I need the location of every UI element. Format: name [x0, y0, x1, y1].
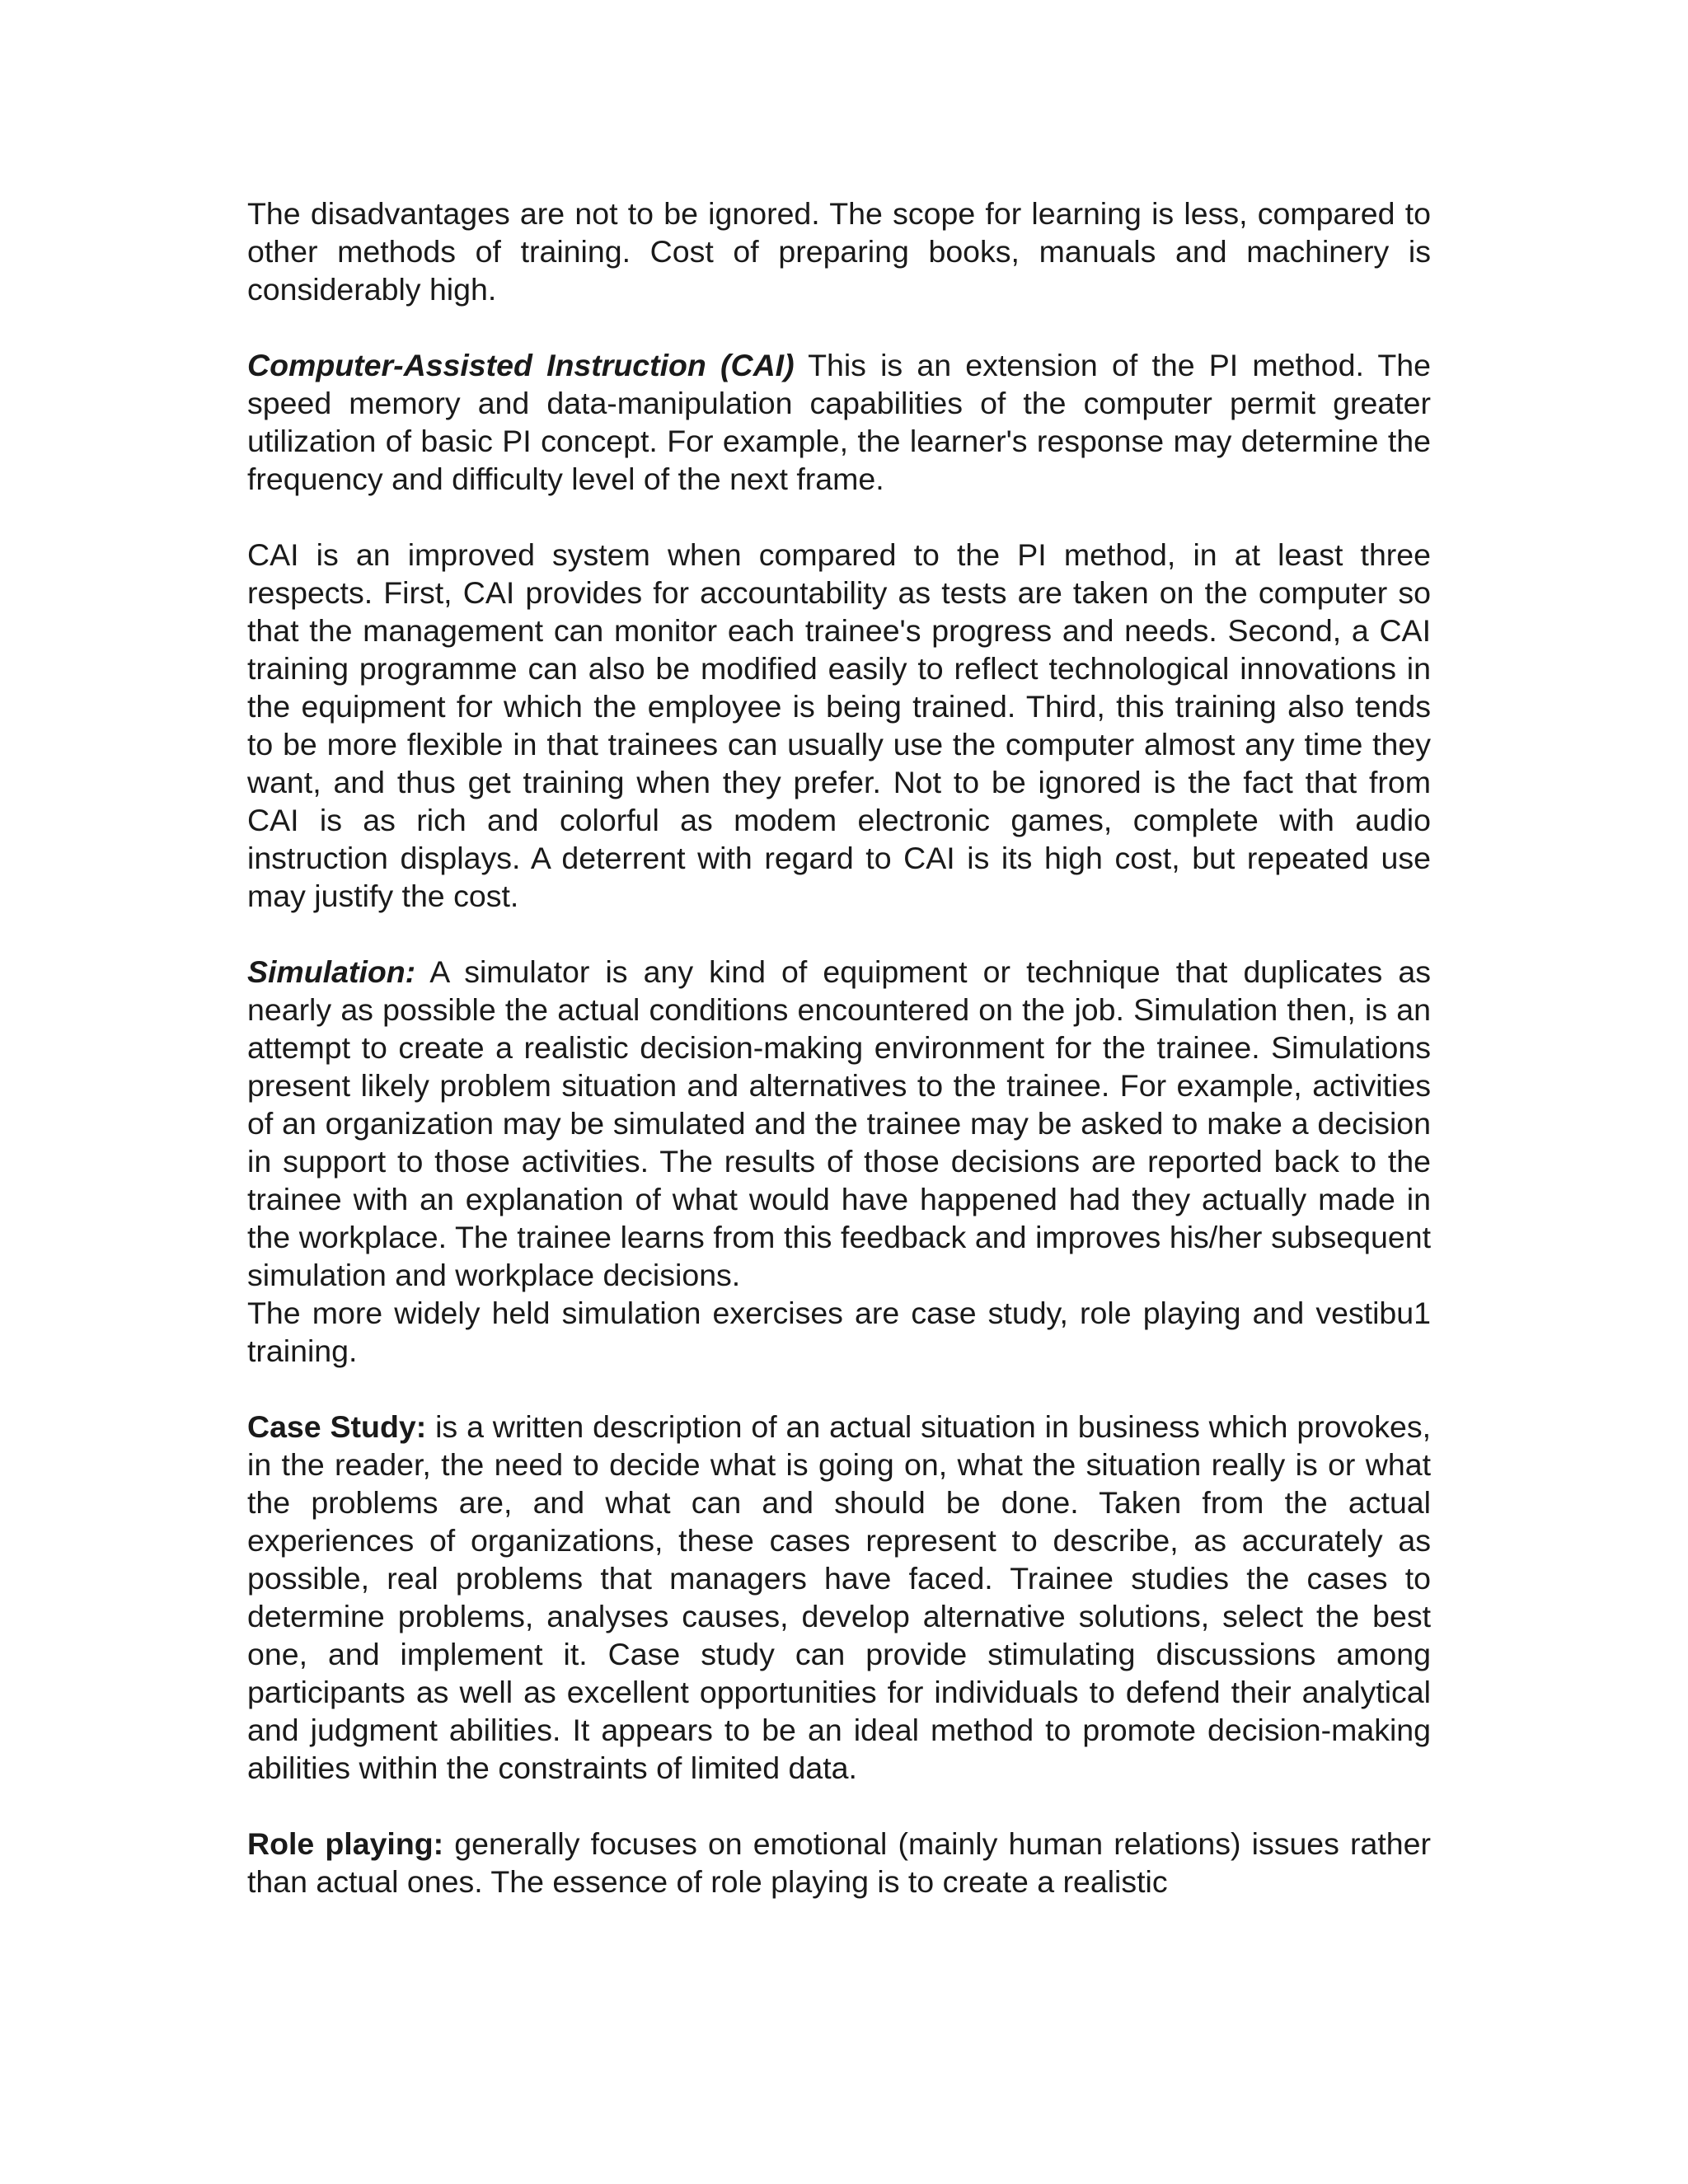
heading-cai: Computer-Assisted Instruction (CAI) — [247, 348, 795, 382]
heading-case-study: Case Study: — [247, 1409, 427, 1444]
paragraph-case-study — [247, 1408, 1431, 1787]
paragraph-simulation-exercises — [247, 1294, 1431, 1370]
paragraph-cai-intro — [247, 346, 1431, 498]
heading-role-playing: Role playing: — [247, 1826, 444, 1861]
paragraph-role-playing — [247, 1825, 1431, 1900]
paragraph-text: is a written description of an actual situation in business which provokes, in the reader, the need to decide what is going on, what the situation really is or what the problems are, and what can and should be done. Taken from the actual experiences of organizations, these cases represent to describe, as accurately as possible, real problems that managers have faced. Trainee studies the cases to determine problems, analyses causes, develop alternative solutions, select the best one, and implement it. Case study can provide stimulating discussions among participants as well as excellent opportunities for individuals to defend their analytical and judgment abilities. It appears to be an ideal method to promote decision-making abilities within the constraints of limited data. — [247, 1409, 1431, 1785]
heading-simulation: Simulation: — [247, 954, 416, 989]
document-page — [247, 194, 1431, 1938]
paragraph-disadvantages — [247, 194, 1431, 308]
paragraph-cai-improved — [247, 536, 1431, 915]
paragraph-text: The more widely held simulation exercises are case study, role playing and vestibu1 training. — [247, 1296, 1431, 1368]
paragraph-text: A simulator is any kind of equipment or technique that duplicates as nearly as possible the actual conditions encountered on the job. Simulation then, is an attempt to create a realistic decision-making environment for the trainee. Simulations present likely problem situation and alternatives to the trainee. For example, activities of an organization may be simulated and the trainee may be asked to make a decision in support to those activities. The results of those decisions are reported back to the trainee with an explanation of what would have happened had they actually made in the workplace. The trainee learns from this feedback and improves his/her subsequent simulation and workplace decisions. — [247, 954, 1431, 1292]
paragraph-simulation — [247, 953, 1431, 1294]
paragraph-text: This is an extension of the PI method. The speed memory and data-manipulation capabilities of the computer permit greater utilization of basic PI concept. For example, the learner's response may determine the frequency and difficulty level of the next frame. — [247, 348, 1431, 496]
paragraph-text: The disadvantages are not to be ignored. The scope for learning is less, compared to other methods of training. Cost of preparing books, manuals and machinery is considerably high. — [247, 196, 1431, 307]
paragraph-text: CAI is an improved system when compared to the PI method, in at least three respects. First, CAI provides for accountability as tests are taken on the computer so that the management can monitor each trainee's progress and needs. Second, a CAI training programme can also be modified easily to reflect technological innovations in the equipment for which the employee is being trained. Third, this training also tends to be more flexible in that trainees can usually use the computer almost any time they want, and thus get training when they prefer. Not to be ignored is the fact that from CAI is as rich and colorful as modem electronic games, complete with audio instruction displays. A deterrent with regard to CAI is its high cost, but repeated use may justify the cost. — [247, 537, 1431, 913]
paragraph-text: generally focuses on emotional (mainly human relations) issues rather than actual ones. The essence of role playing is to create a realistic — [247, 1826, 1431, 1899]
